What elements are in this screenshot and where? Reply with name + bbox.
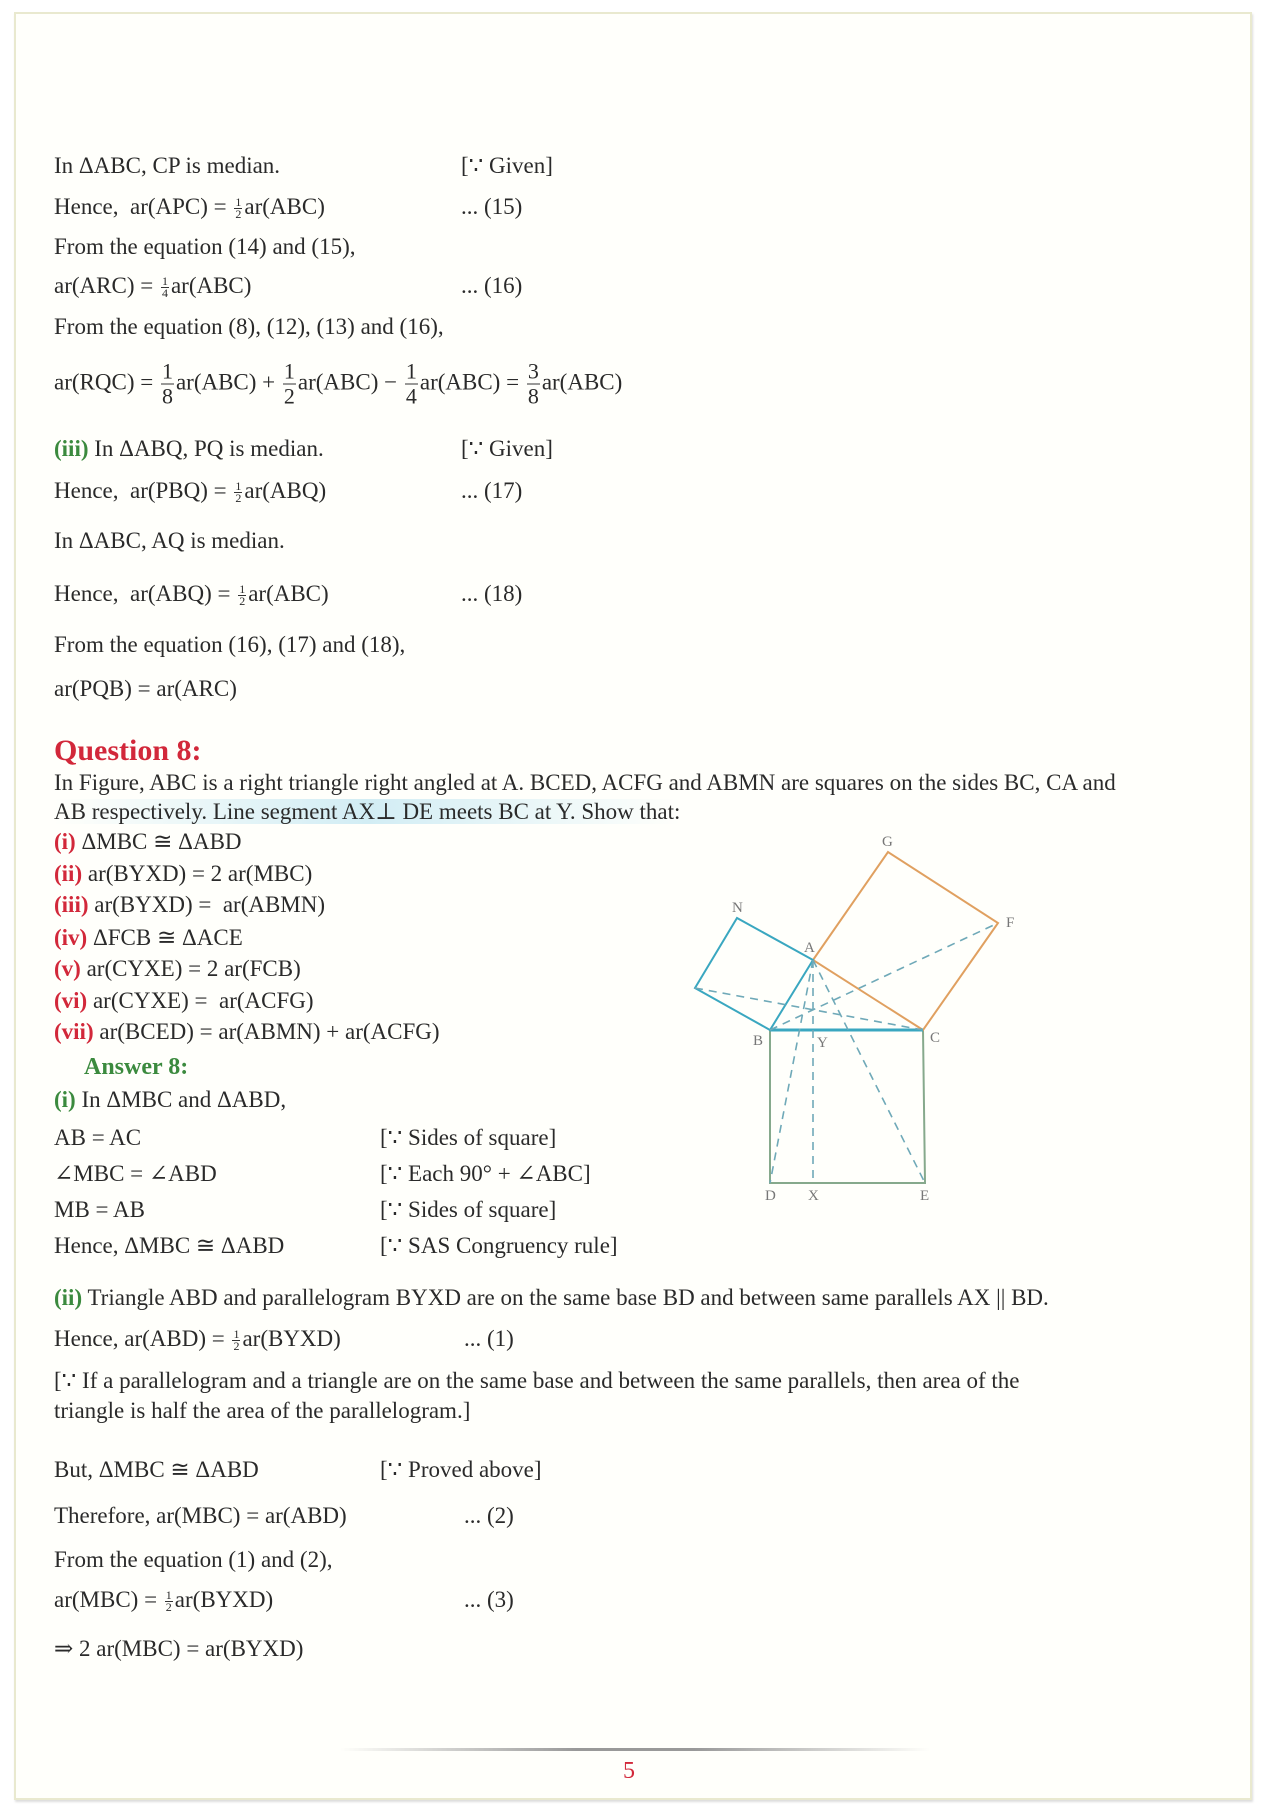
fraction-denominator: 2 (283, 383, 295, 409)
equation-ref: ... (16) (461, 273, 523, 298)
proof-step (54, 1124, 141, 1152)
equation-ref: ... (17) (461, 478, 523, 503)
text-segment: ar(ABC) − (297, 369, 403, 395)
text-segment: Hence, ar(PBQ) = (54, 478, 233, 503)
text-segment: ar(BYXD) = ar(ABMN) (88, 892, 326, 917)
equation-line (54, 360, 622, 409)
text-segment: In ΔMBC and ΔABD, (75, 1087, 287, 1112)
fraction (232, 1329, 240, 1352)
question-item (54, 891, 325, 919)
text-segment: ar(CYXE) = ar(ACFG) (87, 988, 314, 1013)
text-segment: But, ΔMBC ≅ ΔABD (54, 1457, 259, 1482)
label-y: Y (817, 1035, 828, 1051)
text-line (54, 527, 285, 555)
equation-line (54, 1586, 273, 1614)
question-item (54, 860, 312, 888)
label-d: D (765, 1188, 776, 1204)
text-segment: ΔFCB ≅ ΔACE (87, 925, 243, 950)
text-segment: MB = AB (54, 1197, 145, 1222)
page-number: 5 (623, 1758, 635, 1784)
part-label: (iii) (54, 892, 89, 917)
part-label: (v) (54, 956, 81, 981)
fraction-numerator: 1 (405, 358, 417, 384)
equation-ref: ... (3) (464, 1587, 514, 1612)
question-item (54, 955, 301, 983)
text-segment: ∠MBC = ∠ABD (54, 1161, 217, 1186)
question-item (54, 987, 314, 1015)
fraction (234, 481, 242, 504)
fraction-numerator: 1 (161, 274, 168, 289)
fraction-numerator: 1 (233, 1327, 240, 1342)
text-line (54, 313, 444, 341)
text-segment: Hence, ar(APC) = (54, 194, 233, 219)
label-c: C (930, 1030, 941, 1046)
fraction-numerator: 1 (161, 358, 173, 384)
equation-line (54, 1325, 341, 1353)
text-line (54, 1397, 470, 1425)
equation-ref: ... (18) (461, 581, 523, 606)
equation-line (54, 675, 237, 703)
fraction-numerator: 1 (165, 1588, 172, 1603)
text-segment: ⇒ 2 ar(MBC) = ar(BYXD) (54, 1636, 304, 1661)
text-segment: Triangle ABD and parallelogram BYXD are on the same base BD and between same parallels AX || BD. (82, 1285, 1049, 1310)
equation-line (54, 580, 329, 608)
text-segment: ar(ABQ) (244, 478, 327, 503)
reason: [∵ Sides of square] (380, 1197, 557, 1222)
label-b: B (753, 1033, 764, 1049)
reason: [∵ SAS Congruency rule] (380, 1233, 618, 1258)
proof-step (54, 1160, 217, 1188)
fraction (161, 276, 169, 299)
fraction-denominator: 8 (161, 383, 173, 409)
fraction-numerator: 1 (283, 358, 295, 384)
text-segment: AB = AC (54, 1125, 142, 1150)
equation-ref: ... (15) (461, 194, 523, 219)
equation-line (54, 1502, 347, 1530)
fraction-denominator: 8 (527, 383, 539, 409)
answer-title: Answer 8: (84, 1054, 189, 1080)
fraction-numerator: 3 (527, 358, 539, 384)
text-segment: [∵ If a parallelogram and a triangle are on the same base and between the same parallels, then area of the (54, 1368, 1020, 1393)
proof-step (54, 1232, 284, 1260)
fraction-denominator: 2 (239, 594, 246, 609)
question-item (54, 828, 242, 856)
equation-line (54, 1635, 303, 1663)
text-segment: Hence, ar(ABQ) = (54, 581, 237, 606)
part-label: (i) (54, 1087, 76, 1112)
text-line (54, 233, 355, 261)
part-label: (iii) (54, 436, 89, 461)
fraction (527, 360, 540, 409)
text-segment: From the equation (8), (12), (13) and (16), (54, 314, 444, 339)
fraction-denominator: 2 (165, 1600, 172, 1615)
equation-line (54, 193, 325, 221)
label-g: G (882, 834, 893, 850)
label-a: A (804, 940, 815, 956)
text-segment: ar(RQC) = (54, 369, 159, 395)
text-line (54, 152, 280, 180)
reason: [∵ Sides of square] (380, 1125, 557, 1150)
fraction-denominator: 2 (235, 491, 242, 506)
label-f: F (1006, 915, 1015, 931)
label-n: N (732, 900, 743, 916)
label-x: X (808, 1188, 819, 1204)
text-segment: Therefore, ar(MBC) = ar(ABD) (54, 1503, 347, 1528)
text-segment: ar(BYXD) = 2 ar(MBC) (82, 861, 313, 886)
equation-line (54, 477, 326, 505)
text-line (54, 1546, 332, 1574)
text-segment: ar(ABC) (541, 369, 623, 395)
text-segment: ΔMBC ≅ ΔABD (75, 829, 242, 854)
text-segment: In ΔABC, AQ is median. (54, 528, 285, 553)
reason: [∵ Given] (461, 153, 553, 178)
part-label: (ii) (54, 861, 83, 886)
fraction (161, 360, 174, 409)
text-segment: ar(ABC) = (419, 369, 525, 395)
text-segment: Hence, ar(ABD) = (54, 1326, 231, 1351)
fraction (238, 584, 246, 607)
fraction-numerator: 1 (235, 195, 242, 210)
text-segment: Hence, ΔMBC ≅ ΔABD (54, 1233, 285, 1258)
equation-ref: ... (2) (464, 1503, 514, 1528)
part-label: (vi) (54, 988, 88, 1013)
label-e: E (920, 1188, 930, 1204)
text-segment: triangle is half the area of the parallelogram.] (54, 1398, 471, 1423)
text-segment: ar(PQB) = ar(ARC) (54, 676, 237, 701)
text-segment: ar(ABC) (244, 194, 325, 219)
text-segment: From the equation (16), (17) and (18), (54, 632, 406, 657)
fraction (283, 360, 296, 409)
text-segment: ar(ARC) = (54, 273, 159, 298)
text-segment: ar(ABC) (170, 273, 252, 298)
text-line (54, 1367, 1019, 1395)
text-line (54, 1086, 286, 1114)
text-segment: In ΔABC, CP is median. (54, 153, 281, 178)
text-segment: ar(BCED) = ar(ABMN) + ar(ACFG) (93, 1019, 440, 1044)
reason: [∵ Given] (461, 436, 553, 461)
fraction-denominator: 2 (235, 207, 242, 222)
text-segment: From the equation (1) and (2), (54, 1547, 333, 1572)
question-title: Question 8: (54, 734, 202, 767)
text-segment: ar(CYXE) = 2 ar(FCB) (80, 956, 301, 981)
text-segment: In ΔABQ, PQ is median. (88, 436, 324, 461)
fraction-denominator: 4 (161, 286, 168, 301)
text-line (54, 435, 324, 463)
text-segment: ar(ABC) (248, 581, 329, 606)
question-statement-text: AB respectively. Line segment AX⊥ DE meets BC at Y. Show that: (54, 799, 681, 824)
fraction-numerator: 1 (239, 582, 246, 597)
text-segment: ar(MBC) = (54, 1587, 163, 1612)
reason: [∵ Each 90° + ∠ABC] (380, 1161, 591, 1186)
question-item (54, 1018, 440, 1046)
proof-step (54, 1456, 259, 1484)
part-label: (iv) (54, 925, 88, 950)
fraction (234, 197, 242, 220)
fraction-denominator: 4 (405, 383, 417, 409)
text-segment: ar(ABC) + (175, 369, 281, 395)
question-item (54, 924, 243, 952)
part-label: (vii) (54, 1019, 94, 1044)
text-segment: ar(BYXD) (174, 1587, 274, 1612)
footer-divider (340, 1748, 930, 1751)
text-segment: ar(BYXD) (242, 1326, 341, 1351)
reason: [∵ Proved above] (380, 1457, 542, 1482)
fraction (165, 1590, 173, 1613)
fraction-numerator: 1 (235, 479, 242, 494)
fraction-denominator: 2 (233, 1339, 240, 1354)
text-line (54, 631, 405, 659)
part-label: (ii) (54, 1285, 83, 1310)
fraction (405, 360, 418, 409)
equation-line (54, 272, 251, 300)
equation-ref: ... (1) (464, 1326, 514, 1351)
part-label: (i) (54, 829, 76, 854)
question-statement (54, 798, 680, 826)
question-statement: In Figure, ABC is a right triangle right angled at A. BCED, ACFG and ABMN are squares on the sides BC, CA and (54, 770, 1116, 795)
proof-step (54, 1196, 145, 1224)
text-line (54, 1284, 1049, 1312)
text-segment: From the equation (14) and (15), (54, 234, 356, 259)
